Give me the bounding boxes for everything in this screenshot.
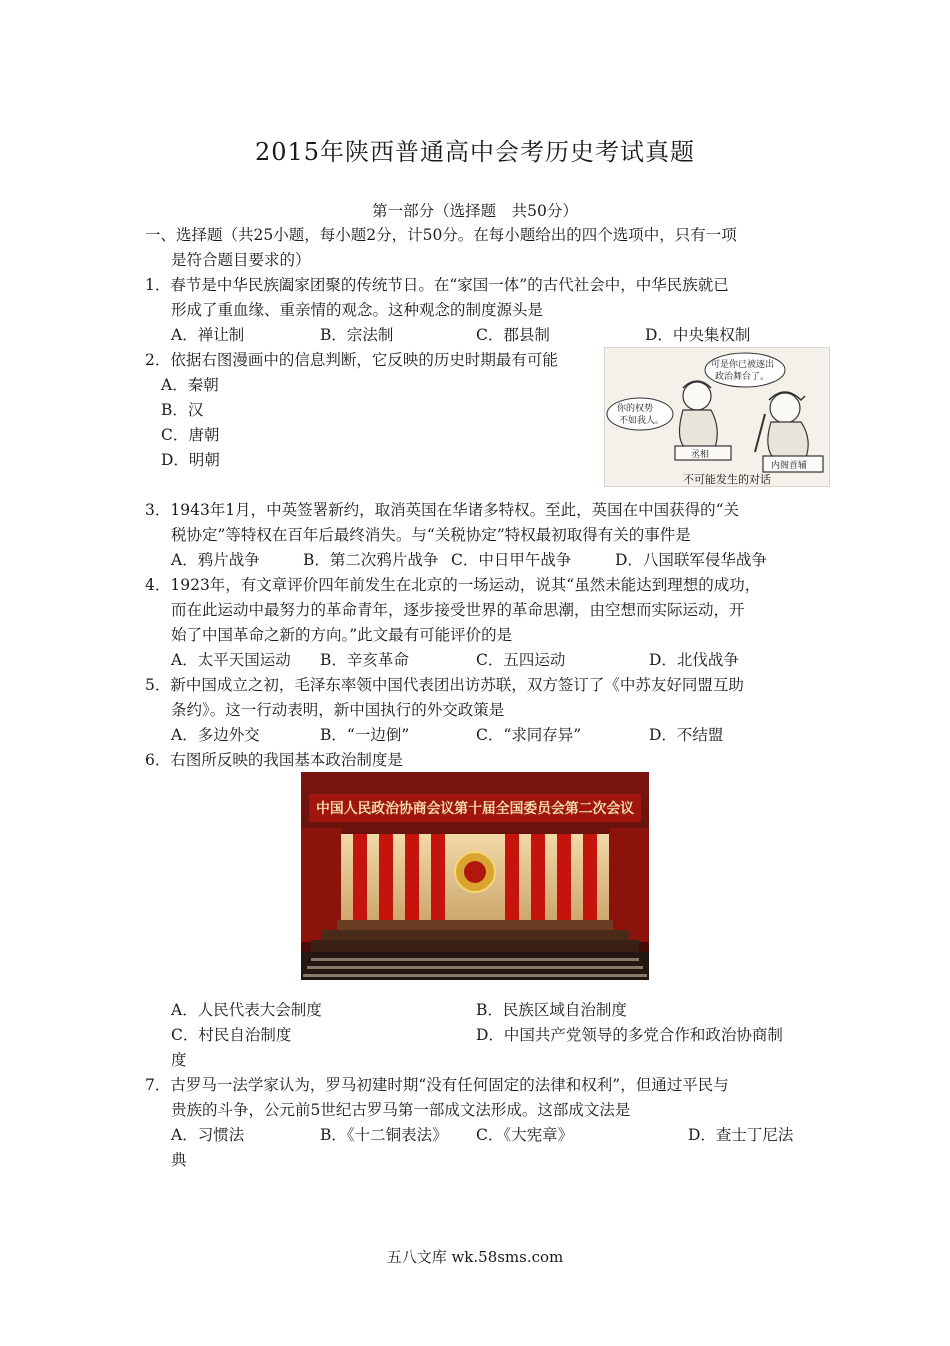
q7-option-c: C．《大宪章》 — [476, 1126, 574, 1144]
cartoon-tablet — [755, 414, 765, 452]
q6-stem-line-1: 6．右图所反映的我国基本政治制度是 — [145, 751, 403, 769]
section-intro-line-2: 是符合题目要求的） — [171, 251, 311, 269]
q3-option-d: D．八国联军侵华战争 — [615, 551, 767, 569]
q7-option-a: A．习惯法 — [171, 1126, 245, 1144]
q3-stem-line-2: 税协定”等特权在百年后最终消失。与“关税协定”特权最初取得有关的事件是 — [171, 526, 691, 544]
q4-stem-line-3: 始了中国革命之新的方向。”此文最有可能评价的是 — [171, 626, 513, 644]
cartoon-bubble-left-line-2: 不如我人。 — [619, 416, 665, 426]
q1-option-d: D．中央集权制 — [645, 326, 751, 344]
q1-option-c: C．郡县制 — [476, 326, 550, 344]
q4-stem-line-2: 而在此运动中最努力的革命青年，逐步接受世界的革命思潮，由空想而实际运动，开 — [171, 601, 745, 619]
q2-cartoon — [604, 347, 830, 487]
q7-option-d: D．查士丁尼法 — [688, 1126, 794, 1144]
photo-banner-text: 中国人民政治协商会议第十届全国委员会第二次会议 — [316, 801, 638, 817]
cartoon-label-left: 丞相 — [691, 450, 710, 460]
q1-stem-line-2: 形成了重血缘、重亲情的观念。这种观念的制度源头是 — [171, 301, 544, 319]
q4-option-c: C．五四运动 — [476, 651, 566, 669]
q1-stem-line-1: 1．春节是中华民族阖家团聚的传统节日。在“家国一体”的古代社会中，中华民族就已 — [145, 276, 729, 294]
cartoon-bubble-left-line-1: 你的权势 — [617, 404, 654, 414]
q5-option-c: C．“求同存异” — [476, 726, 582, 744]
q2-option-b: B．汉 — [161, 401, 204, 419]
part-header: 第一部分（选择题 共50分） — [372, 202, 578, 220]
q3-option-b: B．第二次鸦片战争 — [303, 551, 439, 569]
q7-option-d-wrap: 典 — [171, 1151, 187, 1169]
q3-stem-line-1: 3．1943年1月，中英签署新约，取消英国在华诸多特权。至此，英国在中国获得的“关 — [145, 501, 740, 519]
q5-stem-line-2: 条约》。这一行动表明，新中国执行的外交政策是 — [171, 701, 505, 719]
q5-stem-line-1: 5．新中国成立之初，毛泽东率领中国代表团出访苏联，双方签订了《中苏友好同盟互助 — [145, 676, 744, 694]
cartoon-bubble-right-line-2: 政治舞台了。 — [715, 372, 770, 382]
q1-option-a: A．禅让制 — [171, 326, 245, 344]
cartoon-figure-right-body — [768, 422, 808, 460]
section-intro-line-1: 一、选择题（共25小题，每小题2分，计50分。在每小题给出的四个选项中，只有一项 — [145, 226, 737, 244]
q2-option-d: D．明朝 — [161, 451, 220, 469]
cartoon-figure-left-body — [679, 410, 717, 448]
q5-option-a: A．多边外交 — [171, 726, 260, 744]
q2-option-c: C．唐朝 — [161, 426, 220, 444]
q6-option-d: D．中国共产党领导的多党合作和政治协商制 — [476, 1026, 783, 1044]
cartoon-bubble-right-line-1: 可是你已被逐出 — [711, 360, 775, 370]
q6-option-b: B．民族区域自治制度 — [476, 1001, 627, 1019]
q2-stem-line-1: 2．依据右图漫画中的信息判断，它反映的历史时期最有可能 — [145, 351, 558, 369]
q5-option-b: B．“一边倒” — [320, 726, 410, 744]
q6-option-a: A．人民代表大会制度 — [171, 1001, 322, 1019]
q7-stem-line-2: 贵族的斗争，公元前5世纪古罗马第一部成文法形成。这部成文法是 — [171, 1101, 631, 1119]
q6-option-c: C．村民自治制度 — [171, 1026, 292, 1044]
q6-cppcc-photo — [301, 772, 649, 980]
page-title: 2015年陕西普通高中会考历史考试真题 — [254, 138, 696, 166]
q4-option-b: B．辛亥革命 — [320, 651, 409, 669]
q6-option-d-wrap: 度 — [171, 1051, 187, 1069]
q7-stem-line-1: 7．古罗马一法学家认为，罗马初建时期“没有任何固定的法律和权利”，但通过平民与 — [145, 1076, 729, 1094]
cartoon-caption: 不可能发生的对话 — [683, 473, 771, 486]
q3-option-a: A．鸦片战争 — [171, 551, 260, 569]
cartoon-figure-right-head — [770, 393, 800, 423]
q3-option-c: C．中日甲午战争 — [451, 551, 572, 569]
q4-option-a: A．太平天国运动 — [171, 651, 291, 669]
page-footer: 五八文库 wk.58sms.com — [386, 1248, 564, 1266]
q4-stem-line-1: 4．1923年，有文章评价四年前发生在北京的一场运动，说其“虽然未能达到理想的成功， — [145, 576, 761, 594]
cartoon-label-right: 内阁首辅 — [771, 461, 808, 471]
cartoon-figure-left-head — [683, 382, 711, 410]
q4-option-d: D．北伐战争 — [649, 651, 739, 669]
q5-option-d: D．不结盟 — [649, 726, 724, 744]
q7-option-b: B．《十二铜表法》 — [320, 1126, 448, 1144]
q1-option-b: B．宗法制 — [320, 326, 394, 344]
q2-option-a: A．秦朝 — [161, 376, 219, 394]
